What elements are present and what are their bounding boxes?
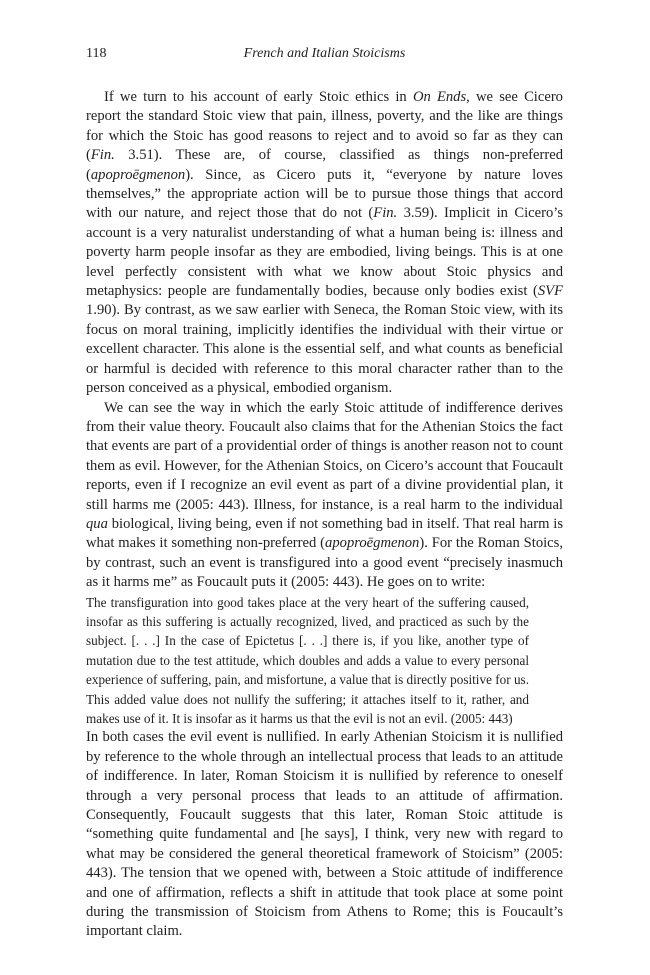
page-number: 118 xyxy=(86,46,107,61)
paragraph-2 xyxy=(86,399,563,593)
paragraph-1-italic-fin-2: Fin. xyxy=(373,205,398,222)
paragraph-1 xyxy=(86,88,563,399)
running-head xyxy=(86,44,563,64)
paragraph-2-italic-qua: qua xyxy=(86,515,108,532)
paragraph-1-text-6: 1.90). By contrast, as we saw earlier with Seneca, the Roman Stoic view, with its focus on moral training, implicitly identifies the individual with their virtue or excellent character. This alone is the essential self, and what counts as beneficial or harmful is decided with reference to this moral character rather than to the person conceived as a physical, embodied organism. xyxy=(86,302,563,397)
paragraph-1-text-2: , we see Cicero report the standard Stoic view that pain, illness, poverty, and the like are things for which the Stoic has good reasons to reject and to avoid so far as they can ( xyxy=(86,89,563,164)
paragraph-1-text-3: 3.51). These are, of course, classified as things non-preferred ( xyxy=(86,147,563,183)
paragraph-1-text-4: ). Since, as Cicero puts it, “everyone by nature loves themselves,” the appropriate action will be to pursue those things that accord with our nature, and reject those that do not ( xyxy=(86,166,563,222)
paragraph-2-text-1: We can see the way in which the early Stoic attitude of indifference derives from their value theory. Foucault also claims that for the Athenian Stoics the fact that events are part of a providential order of things is another reason not to count them as evil. However, for the Athenian Stoics, on Cicero’s account that Foucault reports, even if I recognize an evil event as part of a divine providential plan, it still harms me (2005: 443). Illness, for instance, is a real harm to the individual xyxy=(86,399,563,513)
paragraph-3: In both cases the evil event is nullified. In early Athenian Stoicism it is nullified by reference to the whole through an intellectual process that leads to an attitude of indifference. In later, Roman Stoicism it is nullified by reference to oneself through a very personal process that leads to an attitude of affirmation. Consequently, Foucault suggests that this later, Roman Stoic attitude is “something quite fundamental and [he says], I think, very new with regard to what may be considered the general theoretical framework of Stoicism” (2005: 443). The tension that we opened with, between a Stoic attitude of indifference and one of affirmation, reflects a shift in attitude that took place at some point during the transmission of Stoicism from Athens to Rome; this is Foucault’s important claim. xyxy=(86,729,563,940)
paragraph-2-text-3: ). For the Roman Stoics, by contrast, such an event is transfigured into a good event “precisely inasmuch as it harms me” as Foucault puts it (2005: 443). He goes on to write: xyxy=(86,535,563,591)
running-title: French and Italian Stoicisms xyxy=(243,46,406,61)
paragraph-1-italic-svf: SVF xyxy=(537,283,563,300)
paragraph-1-text-5: 3.59). Implicit in Cicero’s account is a very naturalist understanding of what a human being is: illness and poverty harm people insofar as they are embodied, living beings. This is at one level perfectly consistent with what we know about Stoic physics and metaphysics: people are fundamentally bodies, because only bodies exist ( xyxy=(86,205,563,300)
paragraph-1-italic-title: On Ends xyxy=(412,89,467,105)
paragraph-1-italic-fin-1: Fin. xyxy=(90,147,115,164)
paragraph-2-italic-term: apoproēgmenon xyxy=(325,535,420,552)
paragraph-1-italic-term: apoproēgmenon xyxy=(90,166,186,183)
body-text xyxy=(86,88,563,942)
paragraph-1-text-1: If we turn to his account of early Stoic ethics in xyxy=(104,89,413,105)
block-quote: The transfiguration into good takes place at the very heart of the suffering caused, insofar as this suffering is actually recognized, lived, and practiced as such by the subject. [. . .] In the case of Epictetus [. . .] there is, if you like, another type of mutation due to the test attitude, which doubles and adds a value to every personal experience of suffering, pain, and misfortune, a value that is directly positive for us. This added value does not nullify the suffering; it attaches itself to it, rather, and makes use of it. It is insofar as it harms us that the evil is not an evil. (2005: 443) xyxy=(86,594,529,726)
paragraph-2-text-2: biological, living being, even if not something bad in itself. That real harm is what makes it something non-preferred ( xyxy=(86,515,563,552)
